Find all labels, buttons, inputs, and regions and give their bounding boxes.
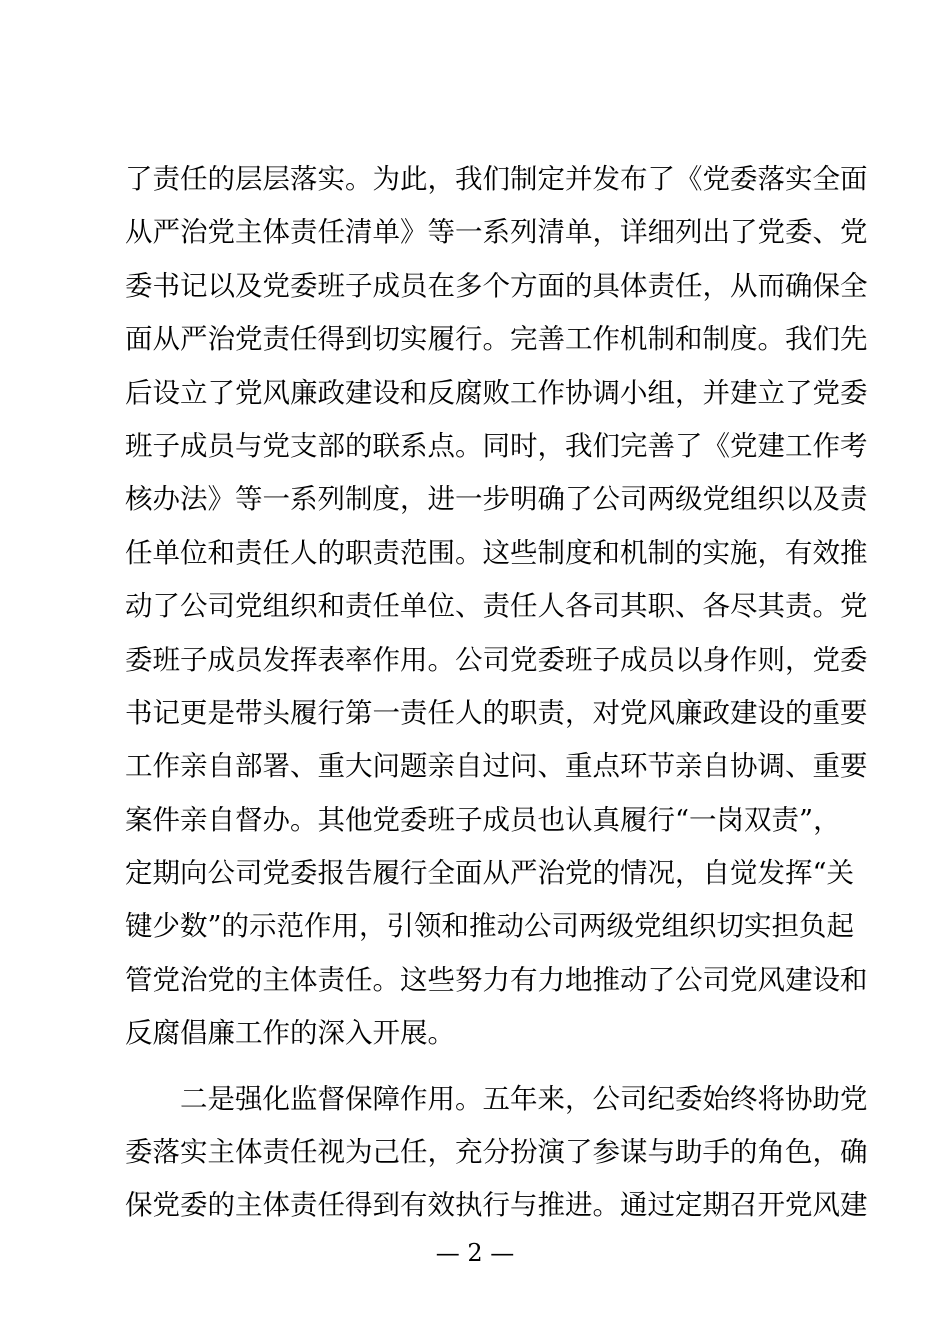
text-line: 案件亲自督办。其他党委班子成员也认真履行“一岗双责”， bbox=[125, 803, 841, 836]
text-line: 核办法》等一系列制度，进一步明确了公司两级党组织以及责 bbox=[125, 483, 868, 516]
text-line: 工作亲自部署、重大问题亲自过问、重点环节亲自协调、重要 bbox=[125, 750, 868, 783]
paragraph-1 bbox=[125, 153, 868, 1061]
page-number: — 2 — bbox=[435, 1239, 515, 1267]
text-line: 反腐倡廉工作的深入开展。 bbox=[125, 1017, 455, 1050]
text-line: 书记更是带头履行第一责任人的职责，对党风廉政建设的重要 bbox=[125, 696, 868, 729]
text-line: 班子成员与党支部的联系点。同时，我们完善了《党建工作考 bbox=[125, 429, 868, 462]
text-line: 从严治党主体责任清单》等一系列清单，详细列出了党委、党 bbox=[125, 216, 868, 249]
body-text bbox=[125, 153, 868, 1233]
text-line: 动了公司党组织和责任单位、责任人各司其职、各尽其责。党 bbox=[125, 590, 868, 623]
text-line: 管党治党的主体责任。这些努力有力地推动了公司党风建设和 bbox=[125, 963, 868, 996]
text-line: 任单位和责任人的职责范围。这些制度和机制的实施，有效推 bbox=[125, 536, 868, 569]
text-line: 保党委的主体责任得到有效执行与推进。通过定期召开党风建 bbox=[125, 1189, 868, 1222]
text-line: 后设立了党风廉政建设和反腐败工作协调小组，并建立了党委 bbox=[125, 376, 868, 409]
text-line: 委落实主体责任视为己任，充分扮演了参谋与助手的角色，确 bbox=[125, 1136, 868, 1169]
paragraph-spacing bbox=[125, 1061, 831, 1073]
text-line: 面从严治党责任得到切实履行。完善工作机制和制度。我们先 bbox=[125, 323, 868, 356]
text-line: 定期向公司党委报告履行全面从严治党的情况，自觉发挥“关 bbox=[125, 857, 855, 890]
text-line: 键少数”的示范作用，引领和推动公司两级党组织切实担负起 bbox=[125, 910, 855, 943]
text-line: 委班子成员发挥表率作用。公司党委班子成员以身作则，党委 bbox=[125, 643, 868, 676]
text-line: 委书记以及党委班子成员在多个方面的具体责任，从而确保全 bbox=[125, 269, 868, 302]
text-line: 二是强化监督保障作用。五年来，公司纪委始终将协助党 bbox=[125, 1082, 868, 1115]
paragraph-2 bbox=[125, 1073, 868, 1233]
text-line: 了责任的层层落实。为此，我们制定并发布了《党委落实全面 bbox=[125, 163, 868, 195]
